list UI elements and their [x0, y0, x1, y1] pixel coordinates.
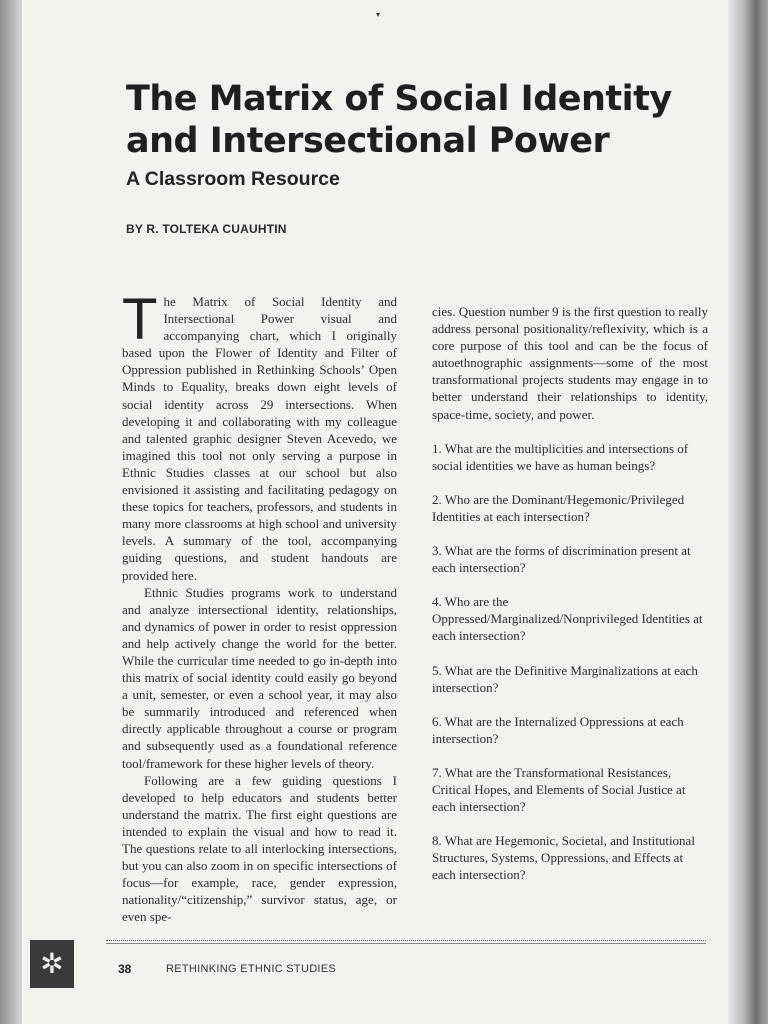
flower-icon: ✲ [40, 947, 64, 980]
question-6: 6. What are the Internalized Oppressions at each intersection? [432, 713, 684, 746]
right-column-intro: cies. Question number 9 is the first question to really address personal positionality/reflexivity, which is a core purpose of this tool and can be the focus of autoethnographic assignments—some of the most transformational projects students may engage in to better understand their relationships to identity, space-time, society, and power. [432, 304, 708, 422]
paragraph-3: Following are a few guiding questions I developed to help educators and students better understand the matrix. The first eight questions are intended to explain the visual and how to read it. The questions relate to all interlocking intersections, but you can also zoom in on specific intersections of focus—for example, race, gender expression, nationality/“citizenship,” survivor status, age, or even spe- [122, 772, 397, 925]
page-number: 38 [118, 962, 132, 976]
page-edge-shadow [728, 0, 768, 1024]
drop-cap: T [122, 287, 158, 352]
paragraph-1-text: he Matrix of Social Identity and Intersectional Power visual and accompanying chart, which I originally based upon the Flower of Identity and Filter of Oppression published in Rethinking Schools’ Open Minds to Equality, breaks down eight levels of social identity across 29 intersections. When developing it and collaborating with my colleague and talented graphic designer Steven Acevedo, we imagined this tool not only serving a purpose in Ethnic Studies classes at our school but also envisioned it assisting and facilitating pedagogy on these topics for teachers, professors, and students in many more classrooms at high school and university levels. A summary of the tool, accompanying guiding questions, and student handouts are provided here. [122, 294, 397, 583]
footer-divider [106, 940, 706, 941]
question-1: 1. What are the multiplicities and intersections of social identities we have as human beings? [432, 440, 689, 473]
byline: BY R. TOLTEKA CUAUHTIN [126, 222, 287, 236]
running-head: RETHINKING ETHNIC STUDIES [166, 963, 337, 975]
question-3: 3. What are the forms of discrimination present at each intersection? [432, 543, 691, 576]
article-subtitle: A Classroom Resource [126, 168, 340, 190]
title-line-1: The Matrix of Social Identity [126, 79, 672, 119]
left-column [122, 287, 397, 925]
title-line-2: and Intersectional Power [126, 121, 610, 161]
question-5: 5. What are the Definitive Marginalizations at each intersection? [432, 662, 698, 695]
article-title [126, 78, 672, 162]
footer-divider-line [106, 943, 706, 944]
paragraph-2: Ethnic Studies programs work to understand and analyze intersectional identity, relationships, and dynamics of power in order to resist oppression and help actively change the world for the better. While the curricular time needed to go in-depth into this matrix of social identity could easily go beyond a unit, semester, or even a school year, it may also be summarily introduced and referenced when directly applicable throughout a course or program and subsequently used as a foundational reference tool/framework for these higher levels of theory. [122, 584, 397, 771]
footer-logo-block [30, 940, 74, 988]
paragraph-1 [122, 287, 397, 584]
question-7: 7. What are the Transformational Resistances, Critical Hopes, and Elements of Social Justice at each intersection? [432, 764, 686, 815]
question-4: 4. Who are the Oppressed/Marginalized/Nonprivileged Identities at each intersection? [432, 594, 703, 644]
scan-mark-icon: ▾ [376, 10, 381, 19]
question-8: 8. What are Hegemonic, Societal, and Institutional Structures, Systems, Oppressions, and Effects at each intersection? [432, 833, 695, 883]
question-2: 2. Who are the Dominant/Hegemonic/Privileged Identities at each intersection? [432, 491, 685, 524]
right-column [432, 303, 708, 883]
